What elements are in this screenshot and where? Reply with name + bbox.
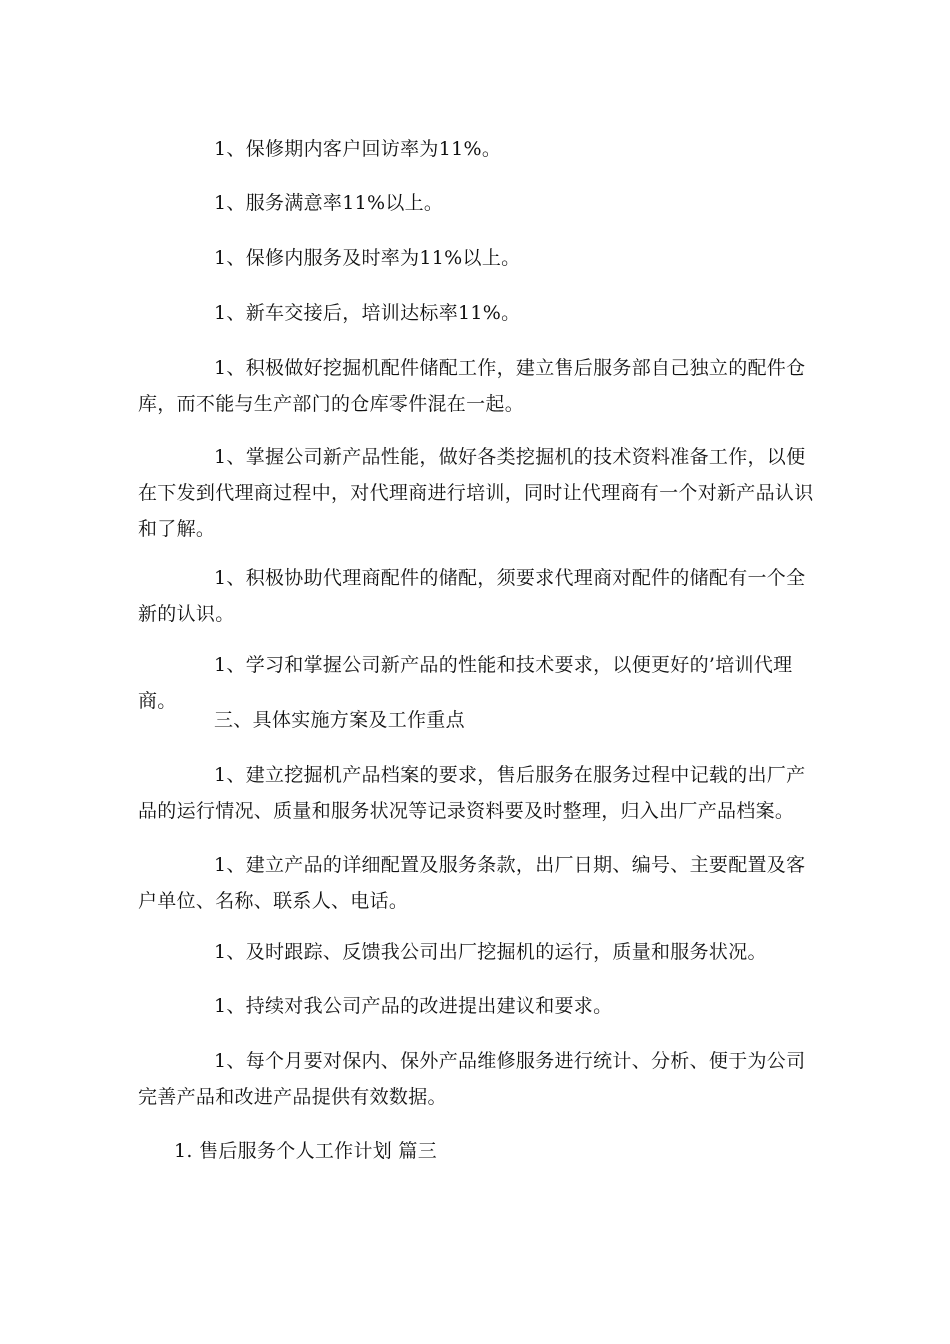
- paragraph-5: 1、积极做好挖掘机配件储配工作，建立售后服务部自己独立的配件仓库，而不能与生产部门的仓库零件混在一起。: [138, 357, 806, 415]
- paragraph-8: 1、学习和掌握公司新产品的性能和技术要求，以便更好的’培训代理商。: [138, 654, 793, 712]
- paragraph-9: 1、建立挖掘机产品档案的要求，售后服务在服务过程中记载的出厂产品的运行情况、质量和服务状况等记录资料要及时整理，归入出厂产品档案。: [138, 764, 806, 822]
- section-title-three: 三、具体实施方案及工作重点: [214, 709, 465, 731]
- paragraph-3: 1、保修内服务及时率为11%以上。: [214, 247, 521, 269]
- paragraph-11: 1、及时跟踪、反馈我公司出厂挖掘机的运行，质量和服务状况。: [214, 941, 767, 963]
- paragraph-10: 1、建立产品的详细配置及服务条款，出厂日期、编号、主要配置及客户单位、名称、联系人、电话。: [138, 854, 806, 912]
- paragraph-4: 1、新车交接后，培训达标率11%。: [214, 302, 521, 324]
- paragraph-7: 1、积极协助代理商配件的储配，须要求代理商对配件的储配有一个全新的认识。: [138, 567, 806, 625]
- paragraph-1: 1、保修期内客户回访率为11%。: [214, 138, 502, 160]
- paragraph-2: 1、服务满意率11%以上。: [214, 192, 444, 214]
- section-heading: 1. 售后服务个人工作计划 篇三: [174, 1140, 438, 1162]
- paragraph-13: 1、每个月要对保内、保外产品维修服务进行统计、分析、便于为公司完善产品和改进产品提供有效数据。: [138, 1050, 806, 1108]
- paragraph-12: 1、持续对我公司产品的改进提出建议和要求。: [214, 995, 613, 1017]
- paragraph-6: 1、掌握公司新产品性能，做好各类挖掘机的技术资料准备工作，以便在下发到代理商过程中，对代理商进行培训，同时让代理商有一个对新产品认识和了解。: [138, 446, 814, 540]
